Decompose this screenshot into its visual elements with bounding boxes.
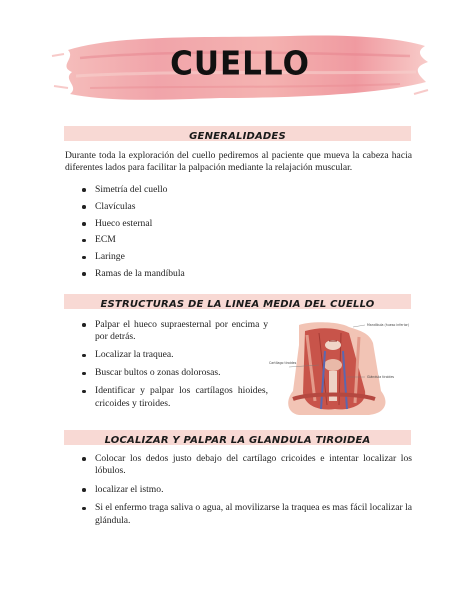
neck-anatomy-illustration: [269, 321, 419, 417]
list-item: localizar el istmo.: [78, 484, 412, 496]
list-item: Buscar bultos o zonas dolorosas.: [78, 367, 268, 379]
list-item: Simetría del cuello: [78, 184, 185, 201]
section-header-estructuras: [64, 294, 411, 309]
list-item: Localizar la traquea.: [78, 349, 268, 361]
figure-label: Mandíbula (hueso inferior): [367, 323, 410, 327]
section-header-tiroidea: [64, 430, 411, 445]
list-item: Ramas de la mandíbula: [78, 268, 185, 285]
list-item: Laringe: [78, 251, 185, 268]
section-header-generalidades: [64, 126, 411, 141]
page-title: CUELLO: [170, 45, 310, 83]
list-item: Palpar el hueco supraesternal por encima y por detrás.: [78, 319, 268, 344]
list-item: Identificar y palpar los cartílagos hioides, cricoides y tiroides.: [78, 385, 268, 410]
list-item: Hueco esternal: [78, 218, 185, 235]
tiroidea-list: [78, 453, 412, 533]
list-item: Si el enfermo traga saliva o agua, al movilizarse la traquea es mas fácil localizar la glándula.: [78, 502, 412, 527]
section-header-text: ESTRUCTURAS DE LA LINEA MEDIA DEL CUELLO: [100, 299, 375, 310]
figure-label: Cartílago tiroides: [269, 361, 297, 365]
figure-label: Glándula tiroides: [367, 375, 395, 379]
generalidades-list: [78, 184, 185, 285]
intro-paragraph: Durante toda la exploración del cuello pediremos al paciente que mueva la cabeza hacia diferentes lados para facilitar la palpación mediante la relajación muscular.: [65, 150, 412, 174]
title-banner: [50, 28, 430, 110]
section-header-text: LOCALIZAR Y PALPAR LA GLANDULA TIROIDEA: [104, 435, 371, 446]
estructuras-list: [78, 319, 268, 415]
list-item: ECM: [78, 234, 185, 251]
section-header-text: GENERALIDADES: [189, 131, 286, 142]
list-item: Clavículas: [78, 201, 185, 218]
neck-anatomy-figure: [269, 321, 419, 417]
list-item: Colocar los dedos justo debajo del cartílago cricoides e intentar localizar los lóbulos.: [78, 453, 412, 478]
